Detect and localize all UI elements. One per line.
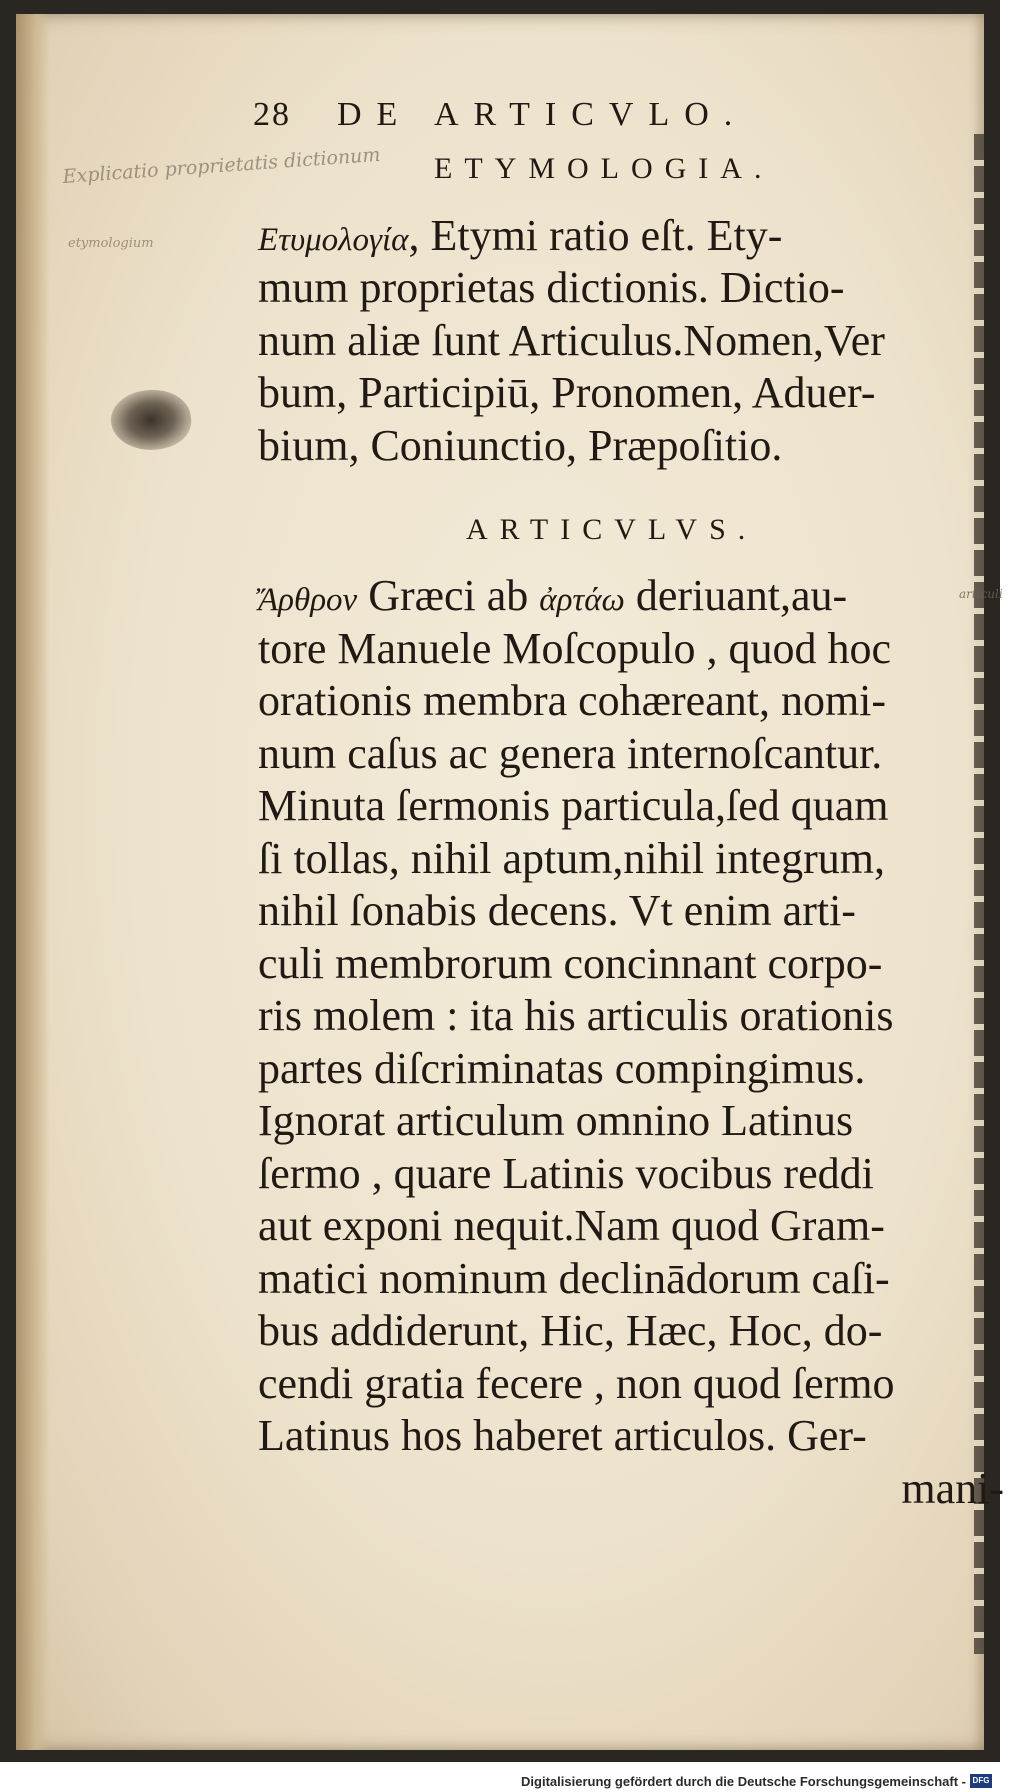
text-line: tore Manuele Moſcopulo , quod hoc bbox=[258, 624, 891, 673]
line-text: , Etymi ratio eſt. Ety- bbox=[408, 211, 783, 260]
text-line: Ignorat articulum omnino Latinus bbox=[258, 1096, 854, 1145]
margin-note-top: Explicatio proprietatis dictionum bbox=[62, 143, 382, 188]
text-line: orationis membra cohæreant, nomi- bbox=[258, 676, 887, 725]
greek-term-2: ἀρτάω bbox=[539, 582, 625, 618]
running-head bbox=[253, 96, 747, 134]
catchword: mani- bbox=[901, 1464, 1004, 1513]
margin-note-side: etymologium bbox=[68, 236, 154, 251]
text-line: partes diſcriminatas compingimus. bbox=[258, 1044, 866, 1093]
text-line: num caſus ac genera internoſcantur. bbox=[258, 729, 883, 778]
section-heading-etymologia: ETYMOLOGIA. bbox=[434, 152, 774, 185]
text-line bbox=[258, 210, 1014, 262]
interlinear-note: articuli bbox=[959, 587, 1003, 601]
text-line: aut exponi nequit.Nam quod Gram- bbox=[258, 1201, 885, 1250]
greek-term: Ἄρθρον bbox=[258, 582, 358, 618]
running-title: DE ARTICVLO. bbox=[337, 96, 748, 133]
text-line: Latinus hos haberet articulos. Ger- bbox=[258, 1411, 867, 1460]
text-line: num aliæ ſunt Articulus.Nomen,Ver bbox=[258, 316, 885, 365]
text-line: matici nominum declinādorum caſi- bbox=[258, 1254, 890, 1303]
text-line: bum, Participiū, Pronomen, Aduer- bbox=[258, 368, 876, 417]
text-line: ris molem : ita his articulis orationis bbox=[258, 991, 894, 1040]
book-page bbox=[16, 14, 1004, 1750]
dfg-logo: DFG bbox=[970, 1774, 992, 1788]
text-line: nihil ſonabis decens. Vt enim arti- bbox=[258, 886, 856, 935]
text-line: mum proprietas dictionis. Dictio- bbox=[258, 263, 845, 312]
text-line: Minuta ſermonis particula,ſed quam bbox=[258, 781, 889, 830]
section-heading-articulus: ARTICVLVS. bbox=[466, 513, 758, 546]
page-number: 28 bbox=[253, 96, 291, 133]
line-text: deriuant,au- bbox=[635, 571, 848, 620]
text-line: cendi gratia fecere , non quod ſermo bbox=[258, 1359, 895, 1408]
greek-term: Ετυμολογία bbox=[258, 222, 409, 258]
footer-credit: Digitalisierung gefördert durch die Deutsche Forschungsgemeinschaft - bbox=[521, 1774, 966, 1789]
gutter-stain bbox=[16, 14, 50, 1750]
text-line: culi membrorum concinnant corpo- bbox=[258, 939, 883, 988]
text-line: ſi tollas, nihil aptum,nihil integrum, bbox=[258, 834, 885, 883]
text-line: bium, Coniunctio, Præpoſitio. bbox=[258, 421, 783, 470]
ink-blot bbox=[108, 386, 194, 454]
text-line: bus addiderunt, Hic, Hæc, Hoc, do- bbox=[258, 1306, 883, 1355]
text-line: ſermo , quare Latinis vocibus reddi bbox=[258, 1149, 874, 1198]
text-line bbox=[258, 570, 1014, 622]
line-text: Græci ab bbox=[368, 571, 529, 620]
